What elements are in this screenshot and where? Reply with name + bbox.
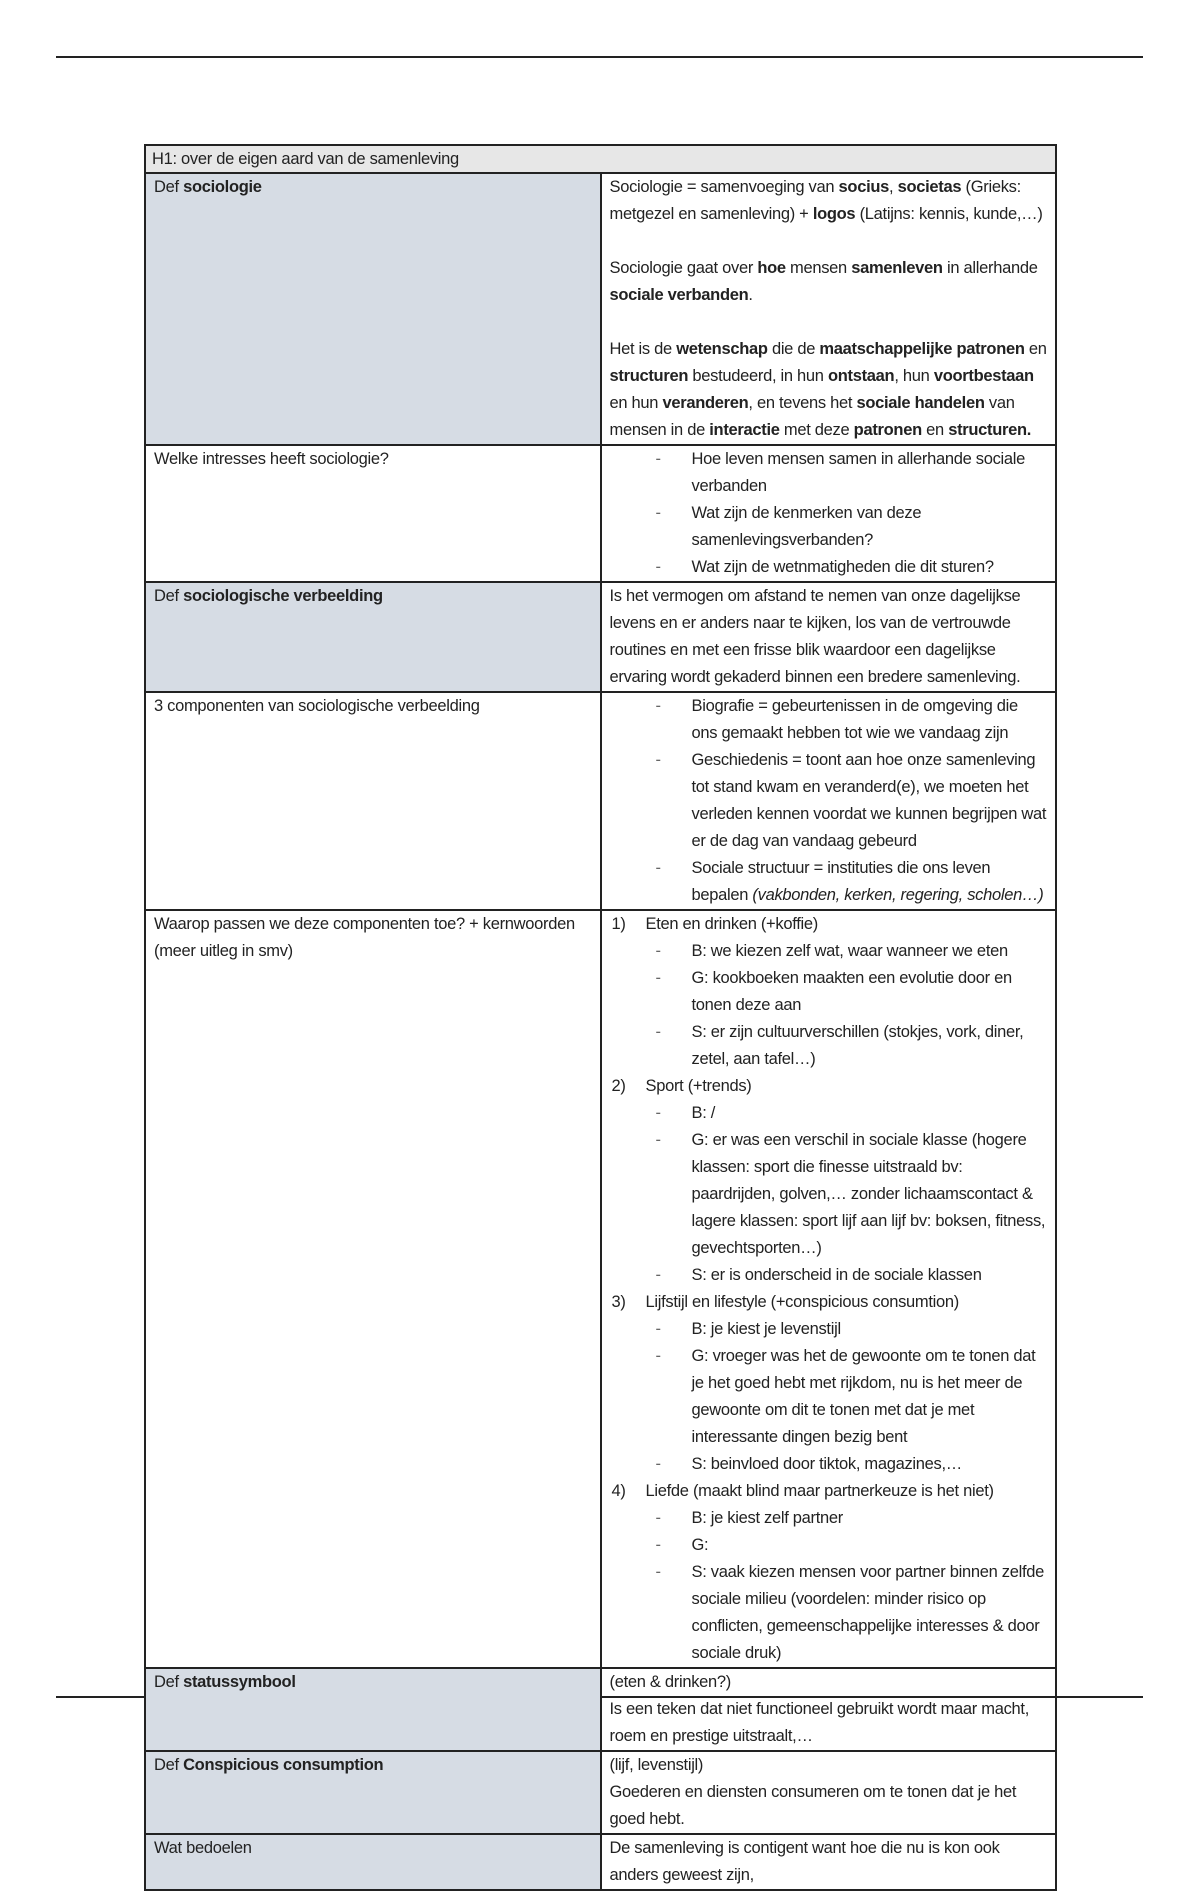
- line: [610, 1835, 1048, 1889]
- header-rule: [56, 56, 1143, 58]
- numbered-item: [610, 1289, 1048, 1478]
- item-title: Lijfstijl en lifestyle (+conspicious consumtion): [645, 1293, 959, 1311]
- list-item: - B: je kiest je levenstijl: [610, 1316, 1048, 1343]
- list-item: - B: je kiest zelf partner: [610, 1505, 1048, 1532]
- text-run: 3 componenten van sociologische verbeelding: [154, 697, 480, 715]
- numbered-item: [610, 1073, 1048, 1289]
- text-run: sociologie: [183, 178, 262, 196]
- text-run: van mensen in de: [609, 394, 1015, 439]
- text-run: Biografie = gebeurtenissen in de omgeving die ons gemaakt hebben tot wie we vandaag zijn: [691, 697, 1018, 742]
- text-run: voortbestaan: [933, 367, 1034, 385]
- item-title: Eten en drinken (+koffie): [645, 915, 818, 933]
- row-label: [145, 910, 601, 1668]
- text-run: (Latijns: kennis, kunde,…): [855, 205, 1043, 223]
- text-run: Goederen en diensten consumeren om te tonen dat je het goed hebt.: [609, 1783, 1017, 1828]
- list-item: - S: er zijn cultuurverschillen (stokjes, vork, diner, zetel, aan tafel…): [610, 1019, 1048, 1073]
- item-number: 2): [611, 1077, 626, 1095]
- list-item: [610, 446, 1048, 500]
- text-run: Wat zijn de wetnmatigheden die dit sturen?: [691, 558, 994, 576]
- text-run: (lijf, levenstijl): [609, 1756, 704, 1774]
- text-run: en: [921, 421, 949, 439]
- text-run: Wat zijn de kenmerken van deze samenlevingsverbanden?: [691, 504, 922, 549]
- item-number: 4): [611, 1482, 626, 1500]
- text-run: samenleven: [851, 259, 943, 277]
- text-run: Def: [154, 1756, 184, 1774]
- text-run: societas: [897, 178, 962, 196]
- text-run: Waarop passen we deze componenten toe? + kernwoorden (meer uitleg in smv): [154, 915, 575, 960]
- sub-list: [646, 1100, 1048, 1289]
- list-item: - S: er is onderscheid in de sociale klassen: [610, 1262, 1048, 1289]
- text-run: Sociologie = samenvoeging van: [609, 178, 839, 196]
- notes-table: [144, 144, 1057, 1891]
- text-run: , en tevens het: [748, 394, 857, 412]
- text-run: veranderen: [662, 394, 749, 412]
- row-content: [601, 1668, 1057, 1751]
- text-run: Het is de: [609, 340, 677, 358]
- bullet-list: [610, 446, 1048, 581]
- text-run: mensen: [785, 259, 852, 277]
- item-title: Sport (+trends): [645, 1077, 752, 1095]
- text-run: , hun: [894, 367, 934, 385]
- item-number: 3): [611, 1293, 626, 1311]
- row-content: [601, 173, 1057, 445]
- text-run: bestudeerd, in hun: [688, 367, 828, 385]
- text-run: Is een teken dat niet functioneel gebruikt wordt maar macht, roem en prestige uitstraalt,…: [609, 1700, 1029, 1745]
- row-label: [145, 445, 601, 582]
- list-item: - G: er was een verschil in sociale klasse (hogere klassen: sport die finesse uitstraald bv: paardrijden, golven,… zonder lichaamscontact & lagere klassen: sport lijf aan lijf bv: boksen, fitness, gevechtsporten…): [610, 1127, 1048, 1262]
- text-run: Def: [154, 587, 184, 605]
- row-content: [601, 1751, 1057, 1834]
- text-run: en: [1024, 340, 1047, 358]
- line: [610, 1779, 1048, 1833]
- text-run: ,: [889, 178, 898, 196]
- text-run: sociologische verbeelding: [183, 587, 383, 605]
- row-content: [601, 1834, 1057, 1890]
- text-run: (eten & drinken?): [609, 1673, 731, 1691]
- text-run: (Grieks: metgezel en samenleving) +: [609, 178, 1021, 223]
- text-run: Geschiedenis = toont aan hoe onze samenleving tot stand kwam en veranderd(e), we moeten het verleden kennen voordat we kunnen begrijpen wat er de dag van vandaag gebeurd: [691, 751, 1047, 850]
- list-item: [610, 500, 1048, 554]
- list-item: - G: vroeger was het de gewoonte om te tonen dat je het goed hebt met rijkdom, nu is het meer de gewoonte om dit te tonen met dat je met interessante dingen bezig bent: [610, 1343, 1048, 1451]
- row-content: [601, 582, 1057, 692]
- text-run: Hoe leven mensen samen in allerhande sociale verbanden: [691, 450, 1026, 495]
- text-run: wetenschap: [676, 340, 768, 358]
- text-run: structuren: [609, 367, 689, 385]
- item-number: 1): [611, 915, 626, 933]
- list-item: [610, 855, 1048, 909]
- row-label: [145, 1668, 601, 1751]
- list-item: - G:: [610, 1532, 1048, 1559]
- line: [610, 1752, 1048, 1779]
- list-item: [610, 693, 1048, 747]
- text-run: en hun: [609, 394, 663, 412]
- text-run: hoe: [757, 259, 786, 277]
- table-row: [145, 1668, 1056, 1751]
- text-run: ontstaan: [827, 367, 895, 385]
- text-run: patronen: [853, 421, 922, 439]
- text-run: die de: [767, 340, 820, 358]
- list-item: - S: vaak kiezen mensen voor partner binnen zelfde sociale milieu (voordelen: minder risico op conflicten, gemeenschappelijke interesses & door sociale druk): [610, 1559, 1048, 1667]
- paragraph: [610, 336, 1048, 444]
- list-item: - B: we kiezen zelf wat, waar wanneer we eten: [610, 938, 1048, 965]
- text-run: logos: [812, 205, 856, 223]
- text-run: Sociologie gaat over: [609, 259, 758, 277]
- text-run: Sociale structuur = instituties die ons leven bepalen: [691, 859, 991, 904]
- sub-list: [646, 938, 1048, 1073]
- paragraph: [610, 583, 1048, 691]
- list-item: - S: beinvloed door tiktok, magazines,…: [610, 1451, 1048, 1478]
- text-run: Wat bedoelen: [154, 1839, 252, 1857]
- row-label: [145, 1751, 601, 1834]
- row-content: [601, 692, 1057, 910]
- text-run: Def: [154, 1673, 184, 1691]
- list-item: - G: kookboeken maakten een evolutie door en tonen deze aan: [610, 965, 1048, 1019]
- text-run: interactie: [709, 421, 780, 439]
- row-label: [145, 1834, 601, 1890]
- table-row: [145, 1834, 1056, 1890]
- list-item: [610, 747, 1048, 855]
- paragraph: [610, 174, 1048, 228]
- line: [610, 1696, 1048, 1750]
- chapter-title: H1: over de eigen aard van de samenleving: [145, 145, 1056, 173]
- numbered-item: [610, 1478, 1048, 1667]
- paragraph: [610, 255, 1048, 309]
- numbered-item: [610, 911, 1048, 1073]
- table-row: [145, 445, 1056, 582]
- text-run: Is het vermogen om afstand te nemen van onze dagelijkse levens en er anders naar te kijken, los van de vertrouwde routines en met een frisse blik waardoor een dagelijkse ervaring wordt gekaderd binnen een bredere samenleving.: [609, 587, 1021, 686]
- text-run: sociale verbanden: [609, 286, 749, 304]
- table-row: [145, 1751, 1056, 1834]
- text-run: Def: [154, 178, 184, 196]
- text-run: maatschappelijke patronen: [819, 340, 1025, 358]
- sub-list: [646, 1316, 1048, 1478]
- text-run: statussymbool: [183, 1673, 296, 1691]
- text-run: socius: [838, 178, 890, 196]
- table-row: [145, 692, 1056, 910]
- text-run: (vakbonden, kerken, regering, scholen…): [752, 886, 1044, 904]
- bullet-list: [610, 693, 1048, 909]
- sub-list: [646, 1505, 1048, 1667]
- text-run: .: [748, 286, 753, 304]
- text-run: in allerhande: [942, 259, 1038, 277]
- text-run: Conspicious consumption: [183, 1756, 384, 1774]
- row-label: [145, 692, 601, 910]
- item-title: Liefde (maakt blind maar partnerkeuze is het niet): [645, 1482, 994, 1500]
- table-row: [145, 582, 1056, 692]
- row-label: [145, 582, 601, 692]
- text-run: sociale handelen: [856, 394, 985, 412]
- text-run: met deze: [779, 421, 854, 439]
- row-content: [601, 910, 1057, 1668]
- text-run: Welke intresses heeft sociologie?: [154, 450, 389, 468]
- text-run: structuren.: [948, 421, 1032, 439]
- list-item: [610, 554, 1048, 581]
- row-label: [145, 173, 601, 445]
- list-item: - B: /: [610, 1100, 1048, 1127]
- table-row: [145, 910, 1056, 1668]
- row-content: [601, 445, 1057, 582]
- line: [610, 1669, 1048, 1696]
- table-row: [145, 173, 1056, 445]
- text-run: De samenleving is contigent want hoe die nu is kon ook anders geweest zijn,: [609, 1839, 1000, 1884]
- table-title-row: [145, 145, 1056, 173]
